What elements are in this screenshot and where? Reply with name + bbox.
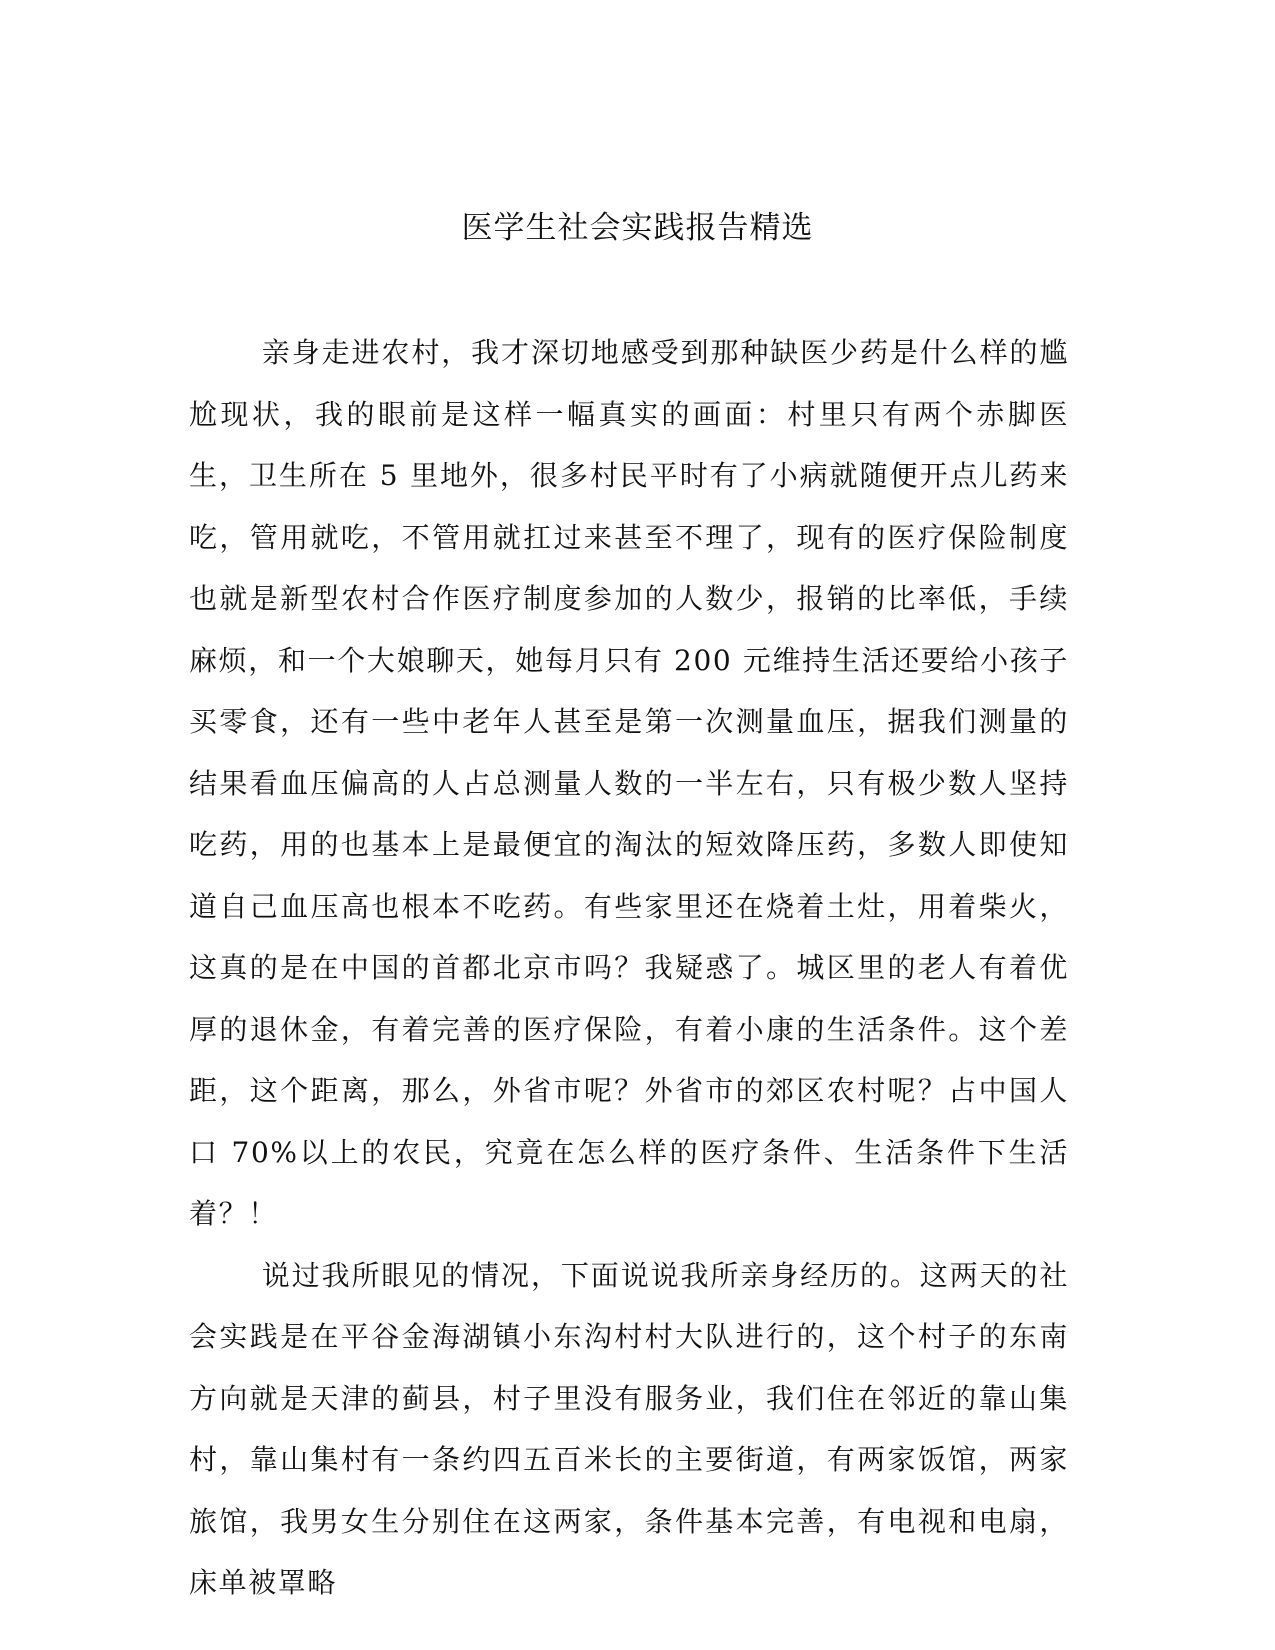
body-paragraph: 亲身走进农村，我才深切地感受到那种缺医少药是什么样的尴尬现状，我的眼前是这样一幅真实的画面：村里只有两个赤脚医生，卫生所在 5 里地外，很多村民平时有了小病就随便开点儿药来吃，管用就吃，不管用就扛过来甚至不理了，现有的医疗保险制度也就是新型农村合作医疗制度参加的人数少，报销的比率低，手续麻烦，和一个大娘聊天，她每月只有 200 元维持生活还要给小孩子买零食，还有一些中老年人甚至是第一次测量血压，据我们测量的结果看血压偏高的人占总测量人数的一半左右，只有极少数人坚持吃药，用的也基本上是最便宜的淘汰的短效降压药，多数人即使知道自己血压高也根本不吃药。有些家里还在烧着土灶，用着柴火，这真的是在中国的首都北京市吗？我疑惑了。城区里的老人有着优厚的退休金，有着完善的医疗保险，有着小康的生活条件。这个差距，这个距离，那么，外省市呢？外省市的郊区农村呢？占中国人口 70%以上的农民，究竟在怎么样的医疗条件、生活条件下生活着？！ <box>189 336 1069 1230</box>
body-paragraph: 说过我所眼见的情况，下面说说我所亲身经历的。这两天的社会实践是在平谷金海湖镇小东沟村村大队进行的，这个村子的东南方向就是天津的蓟县，村子里没有服务业，我们住在邻近的靠山集村，靠山集村有一条约四五百米长的主要街道，有两家饭馆，两家旅馆，我男女生分别住在这两家，条件基本完善，有电视和电扇，床单被罩略 <box>189 1258 1069 1599</box>
document-title: 医学生社会实践报告精选 <box>461 210 814 246</box>
document-body <box>189 322 1069 1614</box>
